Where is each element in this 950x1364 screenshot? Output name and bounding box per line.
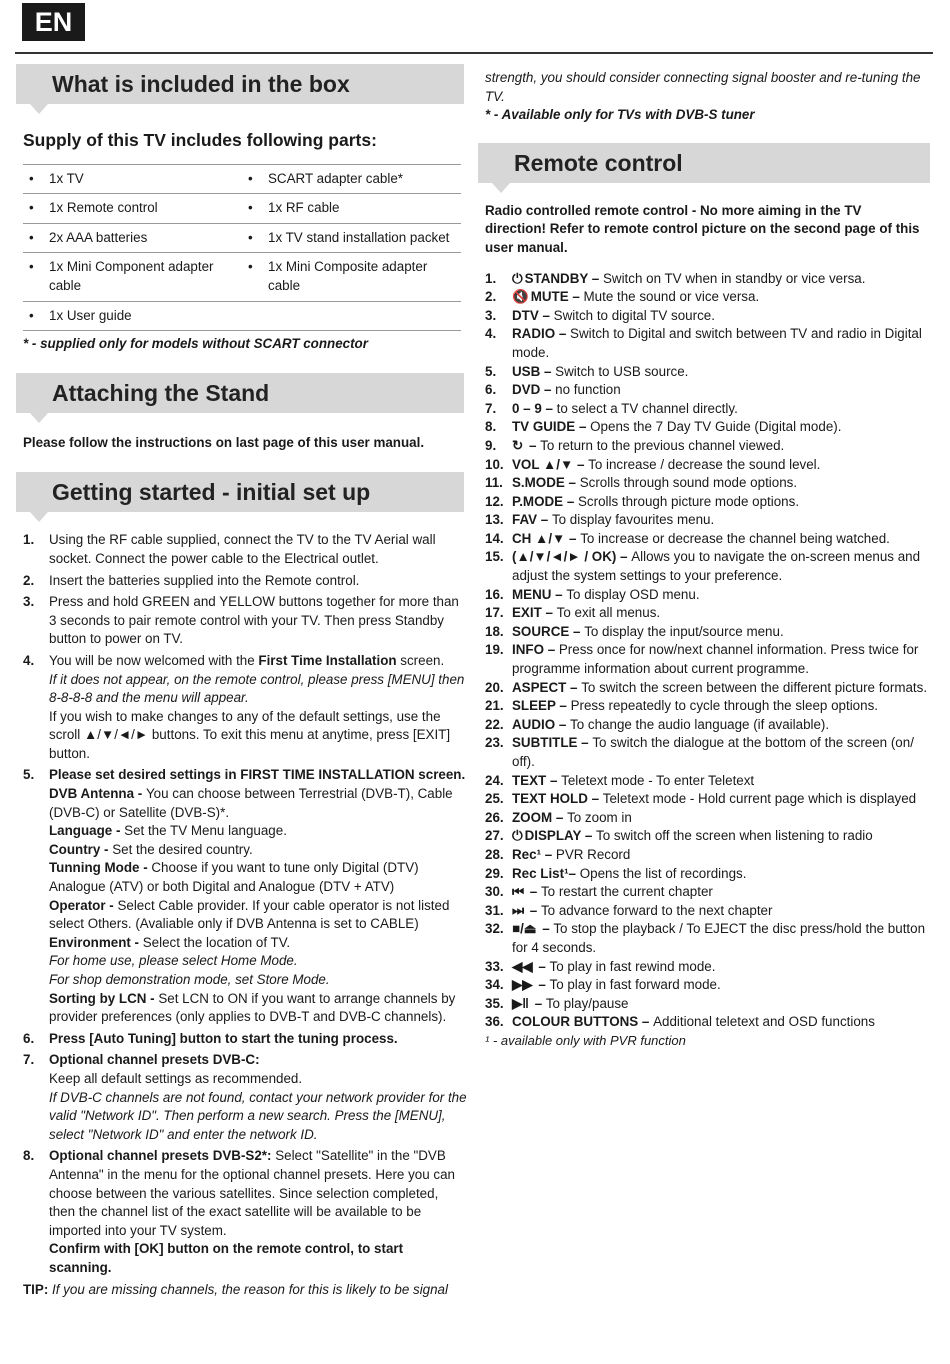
remote-section-title: Remote control bbox=[514, 149, 683, 176]
list-item: 34. ▶▶ – To play in fast forward mode. bbox=[485, 976, 930, 995]
remote-key-icon: ⏻ bbox=[512, 828, 523, 844]
remote-intro: Radio controlled remote control - No more aiming in the TV direction! Refer to remote control picture on the second page of this user manual. bbox=[485, 202, 920, 255]
setup-section-title: Getting started - initial set up bbox=[52, 479, 371, 506]
list-item: 7. Optional channel presets DVB-C: Keep all default settings as recommended. If DVB-C channels are not found, contact your network provider for the valid "Network ID". Then perform a new search. Press the [MENU], select "Network ID" and enter the network ID. bbox=[23, 1052, 467, 1142]
list-item: 24. TEXT – Teletext mode - To enter Teletext bbox=[485, 772, 755, 788]
list-item: 26. ZOOM – To zoom in bbox=[485, 809, 632, 825]
part-item: 1x Mini Component adapter cable bbox=[49, 259, 214, 293]
list-item: 27. ⏻ DISPLAY – To switch off the screen when listening to radio bbox=[485, 827, 930, 846]
list-item: 4. You will be now welcomed with the First Time Installation screen. If it does not appear, on the remote control, please press [MENU] then 8-8-8-8 and the menu will appear. If you wish to make changes to any of the default settings, use the scroll ▲/▼/◄/► buttons. To exit this menu at anytime, press [EXIT] button. bbox=[23, 652, 465, 761]
parts-table bbox=[23, 164, 461, 332]
list-item: 1. Using the RF cable supplied, connect the TV to the TV Aerial wall socket. Connect the power cable to the Electrical outlet. bbox=[23, 532, 436, 566]
list-item: 4. RADIO – Switch to Digital and switch between TV and radio in Digital mode. bbox=[485, 326, 922, 360]
list-item: 30. ⏮ – To restart the current chapter bbox=[485, 883, 930, 902]
remote-key-icon: ▶▶ bbox=[512, 977, 533, 993]
part-item: 1x TV stand installation packet bbox=[268, 229, 450, 245]
right-column bbox=[478, 69, 930, 1051]
remote-key-icon: ↻ bbox=[512, 437, 524, 453]
list-item: 2. 🔇 MUTE – Mute the sound or vice versa. bbox=[485, 288, 930, 307]
list-item: 8. Optional channel presets DVB-S2*: Select "Satellite" in the "DVB Antenna" in the menu for the optional channel presets. Here you can choose between the various satellites. Since selection completed, then the channel list of the exact satellite will be available to be imported into your TV system. Confirm with [OK] button on the remote control, to start scanning. bbox=[23, 1148, 455, 1275]
stand-instructions: Please follow the instructions on last page of this user manual. bbox=[23, 434, 425, 450]
part-item: 1x Mini Composite adapter cable bbox=[268, 259, 428, 293]
stand-section-header bbox=[16, 373, 464, 413]
dvbs-note: * - Available only for TVs with DVB-S tuner bbox=[485, 107, 755, 123]
table-row bbox=[23, 301, 461, 331]
table-row bbox=[23, 223, 461, 253]
list-item: 10. VOL ▲/▼ – To increase / decrease the sound level. bbox=[485, 456, 821, 472]
bullet-icon: • bbox=[248, 229, 253, 245]
list-item: 6. DVD – no function bbox=[485, 382, 621, 398]
remote-key-icon: ▶‖ bbox=[512, 995, 529, 1011]
list-item: 15. (▲/▼/◄/► / OK) – Allows you to navigate the on-screen menus and adjust the system settings to your preference. bbox=[485, 549, 921, 584]
list-item: 17. EXIT – To exit all menus. bbox=[485, 605, 661, 621]
setup-section-header bbox=[16, 472, 464, 512]
part-item: SCART adapter cable* bbox=[268, 170, 403, 186]
bullet-icon: • bbox=[248, 259, 253, 275]
list-item: 28. Rec¹ – PVR Record bbox=[485, 846, 631, 862]
bullet-icon: • bbox=[248, 170, 253, 186]
table-row bbox=[23, 253, 461, 301]
language-badge: EN bbox=[22, 3, 85, 41]
list-item: 11. S.MODE – Scrolls through sound mode options. bbox=[485, 475, 798, 491]
remote-buttons-list bbox=[485, 270, 930, 1032]
list-item: 19. INFO – Press once for now/next channel information. Press twice for programme information about current programme. bbox=[485, 642, 919, 677]
list-item: 12. P.MODE – Scrolls through picture mode options. bbox=[485, 493, 800, 509]
list-item: 36. COLOUR BUTTONS – Additional teletext and OSD functions bbox=[485, 1014, 875, 1030]
remote-key-icon: ◀◀ bbox=[512, 958, 533, 974]
list-item: 32. ■/⏏ – To stop the playback / To EJECT the disc press/hold the button for 4 seconds. bbox=[485, 921, 926, 955]
list-item: 20. ASPECT – To switch the screen between the different picture formats. bbox=[485, 679, 928, 695]
remote-section-header bbox=[478, 143, 930, 183]
remote-key-icon: ■/⏏ bbox=[512, 921, 537, 937]
list-item: 16. MENU – To display OSD menu. bbox=[485, 586, 700, 602]
part-item: 1x Remote control bbox=[49, 200, 158, 216]
remote-key-icon: ⏻ bbox=[512, 270, 523, 286]
list-item: 2. Insert the batteries supplied into the Remote control. bbox=[23, 572, 360, 588]
remote-key-icon: 🔇 bbox=[512, 289, 529, 305]
list-item: 3. Press and hold GREEN and YELLOW buttons together for more than 3 seconds to pair remote control with your TV. Then press Standby button to power on TV. bbox=[23, 594, 459, 647]
list-item: 25. TEXT HOLD – Teletext mode - Hold current page which is displayed bbox=[485, 791, 917, 807]
bullet-icon: • bbox=[29, 170, 34, 186]
setup-steps bbox=[23, 531, 468, 1277]
list-item: 29. Rec List¹– Opens the list of recordings. bbox=[485, 865, 747, 881]
part-item: 2x AAA batteries bbox=[49, 229, 148, 245]
list-item: 22. AUDIO – To change the audio language (if available). bbox=[485, 716, 830, 732]
table-row bbox=[23, 164, 461, 194]
list-item: 14. CH ▲/▼ – To increase or decrease the channel being watched. bbox=[485, 530, 890, 546]
bullet-icon: • bbox=[248, 200, 253, 216]
list-item: 13. FAV – To display favourites menu. bbox=[485, 512, 715, 528]
list-item: 23. SUBTITLE – To switch the dialogue at the bottom of the screen (on/ off). bbox=[485, 735, 914, 769]
bullet-icon: • bbox=[29, 229, 34, 245]
tip-continuation: strength, you should consider connecting signal booster and re-tuning the TV. bbox=[485, 70, 921, 104]
part-item: 1x RF cable bbox=[268, 200, 340, 216]
box-section-header bbox=[16, 64, 464, 104]
table-row bbox=[23, 194, 461, 224]
box-subtitle: Supply of this TV includes following parts: bbox=[23, 130, 377, 150]
list-item: 18. SOURCE – To display the input/source menu. bbox=[485, 623, 784, 639]
list-item: 33. ◀◀ – To play in fast rewind mode. bbox=[485, 958, 930, 977]
part-item: 1x TV bbox=[49, 170, 84, 186]
list-item: 31. ⏭ – To advance forward to the next chapter bbox=[485, 902, 930, 921]
remote-key-icon: ⏮ bbox=[512, 884, 525, 900]
left-column bbox=[16, 64, 468, 1299]
list-item: 9. ↻ – To return to the previous channel viewed. bbox=[485, 437, 930, 456]
stand-section-title: Attaching the Stand bbox=[52, 379, 270, 406]
list-item: 35. ▶‖ – To play/pause bbox=[485, 995, 930, 1014]
list-item: 6. Press [Auto Tuning] button to start the tuning process. bbox=[23, 1030, 398, 1046]
header-rule bbox=[15, 52, 933, 54]
list-item: 1. ⏻ STANDBY – Switch on TV when in standby or vice versa. bbox=[485, 270, 930, 289]
tip-text: TIP: If you are missing channels, the reason for this is likely to be signal bbox=[23, 1281, 448, 1297]
list-item: 3. DTV – Switch to digital TV source. bbox=[485, 307, 715, 323]
pvr-footnote: ¹ - available only with PVR function bbox=[485, 1032, 686, 1048]
bullet-icon: • bbox=[29, 307, 34, 323]
bullet-icon: • bbox=[29, 200, 34, 216]
list-item: 21. SLEEP – Press repeatedly to cycle through the sleep options. bbox=[485, 698, 878, 714]
bullet-icon: • bbox=[29, 259, 34, 275]
part-item: 1x User guide bbox=[49, 307, 132, 323]
list-item: 7. 0 – 9 – to select a TV channel directly. bbox=[485, 400, 738, 416]
remote-key-icon: ⏭ bbox=[512, 902, 525, 918]
box-footnote: * - supplied only for models without SCART connector bbox=[23, 336, 368, 352]
box-section-title: What is included in the box bbox=[52, 71, 350, 97]
list-item: 5. Please set desired settings in FIRST TIME INSTALLATION screen. DVB Antenna - You can choose between Terrestrial (DVB-T), Cable (DVB-C) or Satellite (DVB-S)*. Language - Set the TV Menu language. Country - Set the desired country. Tunning Mode - Choose if you want to tune only Digital (DTV) Analogue (ATV) or both Digital and Analogue (DTV + ATV) Operator - Select Cable provider. If your cable operator is not listed select Others. (Avaliable only if DVB Antenna is set to CABLE) Environment - Select the location of TV. For home use, please select Home Mode. For shop demonstration mode, set Store Mode. Sorting by LCN - Set LCN to ON if you want to arrange channels by provider preferences (only applies to DVB-T and DVB-C channels). bbox=[23, 767, 466, 1025]
list-item: 5. USB – Switch to USB source. bbox=[485, 363, 689, 379]
list-item: 8. TV GUIDE – Opens the 7 Day TV Guide (Digital mode). bbox=[485, 419, 842, 435]
